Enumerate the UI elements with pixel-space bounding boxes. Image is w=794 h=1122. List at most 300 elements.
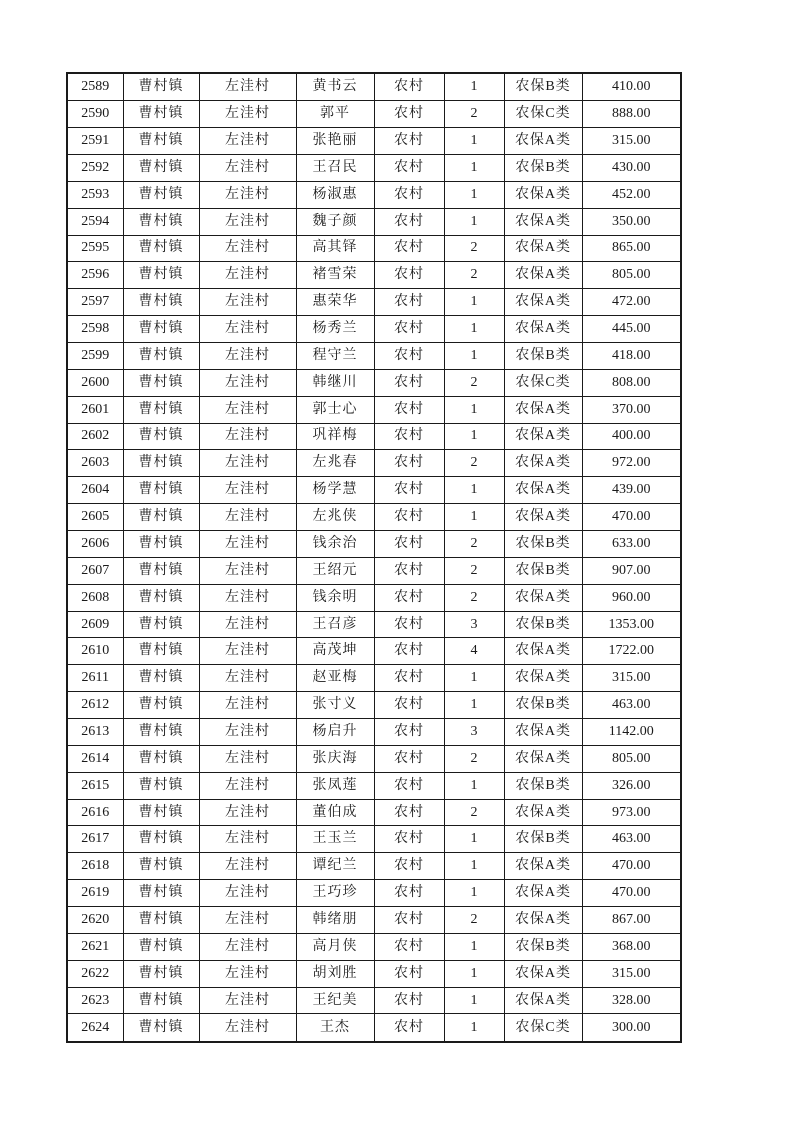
- cell-village: 左洼村: [199, 342, 296, 369]
- cell-amount: 463.00: [582, 826, 681, 853]
- cell-village: 左洼村: [199, 853, 296, 880]
- cell-name: 王纪美: [296, 987, 374, 1014]
- cell-town: 曹村镇: [123, 987, 199, 1014]
- table-row: [67, 772, 681, 799]
- cell-town: 曹村镇: [123, 128, 199, 155]
- cell-village: 左洼村: [199, 584, 296, 611]
- cell-seq: 2594: [67, 208, 123, 235]
- cell-village: 左洼村: [199, 692, 296, 719]
- table-row: [67, 638, 681, 665]
- cell-amount: 326.00: [582, 772, 681, 799]
- cell-seq: 2610: [67, 638, 123, 665]
- cell-village: 左洼村: [199, 73, 296, 101]
- cell-town: 曹村镇: [123, 853, 199, 880]
- table-row: [67, 557, 681, 584]
- cell-amount: 430.00: [582, 154, 681, 181]
- table-row: [67, 154, 681, 181]
- cell-name: 郭平: [296, 101, 374, 128]
- cell-seq: 2595: [67, 235, 123, 262]
- cell-town: 曹村镇: [123, 907, 199, 934]
- cell-type: 农村: [374, 665, 444, 692]
- cell-town: 曹村镇: [123, 880, 199, 907]
- cell-count: 1: [444, 73, 504, 101]
- table-row: [67, 907, 681, 934]
- cell-town: 曹村镇: [123, 181, 199, 208]
- cell-amount: 410.00: [582, 73, 681, 101]
- cell-town: 曹村镇: [123, 745, 199, 772]
- cell-town: 曹村镇: [123, 396, 199, 423]
- cell-village: 左洼村: [199, 154, 296, 181]
- cell-count: 2: [444, 450, 504, 477]
- cell-village: 左洼村: [199, 665, 296, 692]
- cell-name: 杨启升: [296, 719, 374, 746]
- cell-count: 1: [444, 1014, 504, 1042]
- cell-village: 左洼村: [199, 907, 296, 934]
- cell-village: 左洼村: [199, 799, 296, 826]
- cell-amount: 1142.00: [582, 719, 681, 746]
- cell-count: 1: [444, 128, 504, 155]
- cell-count: 2: [444, 101, 504, 128]
- cell-seq: 2623: [67, 987, 123, 1014]
- cell-amount: 808.00: [582, 369, 681, 396]
- cell-town: 曹村镇: [123, 101, 199, 128]
- cell-amount: 633.00: [582, 531, 681, 558]
- cell-category: 农保A类: [504, 665, 582, 692]
- cell-category: 农保A类: [504, 423, 582, 450]
- cell-category: 农保A类: [504, 638, 582, 665]
- cell-count: 1: [444, 665, 504, 692]
- table-row: [67, 181, 681, 208]
- cell-count: 1: [444, 826, 504, 853]
- cell-amount: 888.00: [582, 101, 681, 128]
- cell-type: 农村: [374, 154, 444, 181]
- cell-town: 曹村镇: [123, 423, 199, 450]
- cell-seq: 2615: [67, 772, 123, 799]
- cell-category: 农保A类: [504, 960, 582, 987]
- cell-amount: 315.00: [582, 128, 681, 155]
- cell-type: 农村: [374, 772, 444, 799]
- cell-town: 曹村镇: [123, 262, 199, 289]
- cell-category: 农保B类: [504, 826, 582, 853]
- cell-category: 农保A类: [504, 289, 582, 316]
- cell-type: 农村: [374, 369, 444, 396]
- table-row: [67, 73, 681, 101]
- cell-type: 农村: [374, 719, 444, 746]
- cell-seq: 2591: [67, 128, 123, 155]
- cell-count: 1: [444, 960, 504, 987]
- cell-category: 农保A类: [504, 235, 582, 262]
- cell-amount: 452.00: [582, 181, 681, 208]
- cell-amount: 1722.00: [582, 638, 681, 665]
- cell-count: 2: [444, 584, 504, 611]
- cell-category: 农保B类: [504, 531, 582, 558]
- cell-count: 3: [444, 611, 504, 638]
- cell-type: 农村: [374, 987, 444, 1014]
- cell-amount: 867.00: [582, 907, 681, 934]
- cell-name: 郭士心: [296, 396, 374, 423]
- cell-name: 张凤莲: [296, 772, 374, 799]
- cell-type: 农村: [374, 262, 444, 289]
- cell-name: 程守兰: [296, 342, 374, 369]
- cell-seq: 2613: [67, 719, 123, 746]
- cell-amount: 328.00: [582, 987, 681, 1014]
- cell-type: 农村: [374, 477, 444, 504]
- cell-name: 张艳丽: [296, 128, 374, 155]
- cell-seq: 2601: [67, 396, 123, 423]
- table-row: [67, 960, 681, 987]
- cell-village: 左洼村: [199, 987, 296, 1014]
- cell-seq: 2599: [67, 342, 123, 369]
- cell-type: 农村: [374, 289, 444, 316]
- cell-village: 左洼村: [199, 369, 296, 396]
- cell-town: 曹村镇: [123, 611, 199, 638]
- cell-town: 曹村镇: [123, 369, 199, 396]
- cell-name: 巩祥梅: [296, 423, 374, 450]
- cell-amount: 470.00: [582, 880, 681, 907]
- cell-town: 曹村镇: [123, 826, 199, 853]
- cell-name: 张寸义: [296, 692, 374, 719]
- cell-count: 2: [444, 745, 504, 772]
- cell-category: 农保A类: [504, 880, 582, 907]
- cell-village: 左洼村: [199, 208, 296, 235]
- cell-seq: 2611: [67, 665, 123, 692]
- table-row: [67, 504, 681, 531]
- cell-amount: 805.00: [582, 745, 681, 772]
- cell-seq: 2603: [67, 450, 123, 477]
- cell-amount: 439.00: [582, 477, 681, 504]
- cell-name: 王召彦: [296, 611, 374, 638]
- cell-village: 左洼村: [199, 880, 296, 907]
- table-row: [67, 396, 681, 423]
- cell-village: 左洼村: [199, 531, 296, 558]
- cell-category: 农保B类: [504, 342, 582, 369]
- cell-name: 胡刘胜: [296, 960, 374, 987]
- cell-town: 曹村镇: [123, 208, 199, 235]
- cell-name: 左兆侠: [296, 504, 374, 531]
- cell-seq: 2614: [67, 745, 123, 772]
- cell-name: 杨秀兰: [296, 316, 374, 343]
- cell-count: 1: [444, 316, 504, 343]
- cell-amount: 315.00: [582, 665, 681, 692]
- cell-count: 1: [444, 289, 504, 316]
- cell-type: 农村: [374, 396, 444, 423]
- table-row: [67, 880, 681, 907]
- cell-name: 高其铎: [296, 235, 374, 262]
- table-row: [67, 101, 681, 128]
- cell-category: 农保A类: [504, 719, 582, 746]
- cell-village: 左洼村: [199, 826, 296, 853]
- cell-amount: 972.00: [582, 450, 681, 477]
- cell-type: 农村: [374, 692, 444, 719]
- cell-category: 农保A类: [504, 181, 582, 208]
- cell-village: 左洼村: [199, 128, 296, 155]
- cell-category: 农保A类: [504, 584, 582, 611]
- cell-seq: 2608: [67, 584, 123, 611]
- table-row: [67, 584, 681, 611]
- cell-amount: 463.00: [582, 692, 681, 719]
- cell-village: 左洼村: [199, 101, 296, 128]
- cell-amount: 960.00: [582, 584, 681, 611]
- cell-seq: 2619: [67, 880, 123, 907]
- cell-category: 农保B类: [504, 557, 582, 584]
- cell-name: 杨淑惠: [296, 181, 374, 208]
- cell-seq: 2592: [67, 154, 123, 181]
- cell-type: 农村: [374, 638, 444, 665]
- cell-count: 4: [444, 638, 504, 665]
- cell-name: 赵亚梅: [296, 665, 374, 692]
- cell-count: 2: [444, 907, 504, 934]
- cell-town: 曹村镇: [123, 692, 199, 719]
- cell-village: 左洼村: [199, 745, 296, 772]
- cell-name: 谭纪兰: [296, 853, 374, 880]
- table-row: [67, 531, 681, 558]
- cell-seq: 2624: [67, 1014, 123, 1042]
- cell-type: 农村: [374, 960, 444, 987]
- cell-category: 农保A类: [504, 262, 582, 289]
- cell-village: 左洼村: [199, 1014, 296, 1042]
- cell-town: 曹村镇: [123, 638, 199, 665]
- cell-seq: 2600: [67, 369, 123, 396]
- cell-count: 1: [444, 692, 504, 719]
- table-row: [67, 128, 681, 155]
- table-row: [67, 933, 681, 960]
- cell-type: 农村: [374, 611, 444, 638]
- cell-type: 农村: [374, 504, 444, 531]
- cell-amount: 418.00: [582, 342, 681, 369]
- cell-type: 农村: [374, 907, 444, 934]
- table-row: [67, 423, 681, 450]
- cell-type: 农村: [374, 235, 444, 262]
- cell-town: 曹村镇: [123, 584, 199, 611]
- cell-type: 农村: [374, 1014, 444, 1042]
- cell-seq: 2589: [67, 73, 123, 101]
- cell-town: 曹村镇: [123, 719, 199, 746]
- cell-village: 左洼村: [199, 316, 296, 343]
- cell-amount: 445.00: [582, 316, 681, 343]
- cell-seq: 2617: [67, 826, 123, 853]
- cell-town: 曹村镇: [123, 933, 199, 960]
- cell-type: 农村: [374, 316, 444, 343]
- cell-seq: 2596: [67, 262, 123, 289]
- cell-village: 左洼村: [199, 638, 296, 665]
- cell-name: 惠荣华: [296, 289, 374, 316]
- cell-town: 曹村镇: [123, 477, 199, 504]
- cell-village: 左洼村: [199, 423, 296, 450]
- cell-type: 农村: [374, 101, 444, 128]
- cell-name: 高茂坤: [296, 638, 374, 665]
- cell-town: 曹村镇: [123, 289, 199, 316]
- cell-type: 农村: [374, 745, 444, 772]
- cell-count: 1: [444, 504, 504, 531]
- cell-village: 左洼村: [199, 557, 296, 584]
- cell-count: 1: [444, 853, 504, 880]
- cell-type: 农村: [374, 799, 444, 826]
- table-row: [67, 450, 681, 477]
- cell-town: 曹村镇: [123, 960, 199, 987]
- cell-name: 黄书云: [296, 73, 374, 101]
- table-row: [67, 745, 681, 772]
- cell-name: 董伯成: [296, 799, 374, 826]
- table-row: [67, 316, 681, 343]
- cell-seq: 2607: [67, 557, 123, 584]
- cell-category: 农保A类: [504, 477, 582, 504]
- cell-count: 2: [444, 531, 504, 558]
- table-row: [67, 692, 681, 719]
- table-row: [67, 208, 681, 235]
- cell-category: 农保A类: [504, 504, 582, 531]
- cell-name: 韩绪朋: [296, 907, 374, 934]
- cell-village: 左洼村: [199, 772, 296, 799]
- cell-name: 钱余治: [296, 531, 374, 558]
- cell-category: 农保A类: [504, 987, 582, 1014]
- cell-seq: 2609: [67, 611, 123, 638]
- cell-category: 农保A类: [504, 208, 582, 235]
- table-row: [67, 262, 681, 289]
- table-row: [67, 1014, 681, 1042]
- cell-name: 褚雪荣: [296, 262, 374, 289]
- cell-town: 曹村镇: [123, 772, 199, 799]
- cell-count: 1: [444, 423, 504, 450]
- cell-village: 左洼村: [199, 504, 296, 531]
- cell-count: 1: [444, 154, 504, 181]
- cell-name: 左兆春: [296, 450, 374, 477]
- cell-village: 左洼村: [199, 181, 296, 208]
- cell-category: 农保A类: [504, 853, 582, 880]
- cell-amount: 315.00: [582, 960, 681, 987]
- cell-category: 农保B类: [504, 933, 582, 960]
- cell-type: 农村: [374, 423, 444, 450]
- cell-category: 农保A类: [504, 316, 582, 343]
- cell-category: 农保B类: [504, 73, 582, 101]
- cell-name: 王绍元: [296, 557, 374, 584]
- table-row: [67, 665, 681, 692]
- cell-count: 3: [444, 719, 504, 746]
- cell-type: 农村: [374, 128, 444, 155]
- table-row: [67, 369, 681, 396]
- cell-village: 左洼村: [199, 611, 296, 638]
- cell-count: 1: [444, 208, 504, 235]
- cell-village: 左洼村: [199, 235, 296, 262]
- cell-seq: 2593: [67, 181, 123, 208]
- table-row: [67, 987, 681, 1014]
- table-body: [67, 73, 681, 1042]
- cell-village: 左洼村: [199, 719, 296, 746]
- table-row: [67, 235, 681, 262]
- table-row: [67, 342, 681, 369]
- cell-seq: 2604: [67, 477, 123, 504]
- table-row: [67, 611, 681, 638]
- cell-amount: 907.00: [582, 557, 681, 584]
- cell-count: 2: [444, 262, 504, 289]
- cell-seq: 2605: [67, 504, 123, 531]
- cell-name: 杨学慧: [296, 477, 374, 504]
- cell-category: 农保C类: [504, 369, 582, 396]
- table-row: [67, 799, 681, 826]
- cell-seq: 2620: [67, 907, 123, 934]
- cell-category: 农保A类: [504, 745, 582, 772]
- cell-seq: 2597: [67, 289, 123, 316]
- cell-count: 2: [444, 235, 504, 262]
- cell-town: 曹村镇: [123, 799, 199, 826]
- cell-village: 左洼村: [199, 289, 296, 316]
- cell-category: 农保A类: [504, 450, 582, 477]
- cell-category: 农保C类: [504, 101, 582, 128]
- cell-category: 农保B类: [504, 611, 582, 638]
- cell-amount: 470.00: [582, 853, 681, 880]
- cell-category: 农保A类: [504, 128, 582, 155]
- cell-count: 1: [444, 987, 504, 1014]
- cell-town: 曹村镇: [123, 557, 199, 584]
- cell-seq: 2618: [67, 853, 123, 880]
- cell-name: 魏子颜: [296, 208, 374, 235]
- cell-count: 1: [444, 880, 504, 907]
- cell-amount: 470.00: [582, 504, 681, 531]
- cell-name: 钱余明: [296, 584, 374, 611]
- cell-name: 王巧珍: [296, 880, 374, 907]
- cell-town: 曹村镇: [123, 450, 199, 477]
- cell-name: 王杰: [296, 1014, 374, 1042]
- cell-category: 农保C类: [504, 1014, 582, 1042]
- cell-amount: 472.00: [582, 289, 681, 316]
- cell-town: 曹村镇: [123, 316, 199, 343]
- cell-category: 农保A类: [504, 907, 582, 934]
- cell-count: 1: [444, 342, 504, 369]
- cell-name: 高月侠: [296, 933, 374, 960]
- cell-town: 曹村镇: [123, 235, 199, 262]
- cell-amount: 350.00: [582, 208, 681, 235]
- cell-count: 1: [444, 772, 504, 799]
- cell-category: 农保B类: [504, 154, 582, 181]
- cell-village: 左洼村: [199, 933, 296, 960]
- cell-category: 农保A类: [504, 799, 582, 826]
- cell-village: 左洼村: [199, 477, 296, 504]
- table-row: [67, 826, 681, 853]
- cell-village: 左洼村: [199, 450, 296, 477]
- cell-type: 农村: [374, 880, 444, 907]
- cell-name: 韩继川: [296, 369, 374, 396]
- cell-town: 曹村镇: [123, 665, 199, 692]
- cell-type: 农村: [374, 826, 444, 853]
- cell-category: 农保B类: [504, 692, 582, 719]
- cell-town: 曹村镇: [123, 154, 199, 181]
- cell-village: 左洼村: [199, 960, 296, 987]
- table-row: [67, 289, 681, 316]
- cell-town: 曹村镇: [123, 1014, 199, 1042]
- cell-amount: 368.00: [582, 933, 681, 960]
- cell-count: 2: [444, 557, 504, 584]
- cell-village: 左洼村: [199, 262, 296, 289]
- cell-seq: 2622: [67, 960, 123, 987]
- table-row: [67, 477, 681, 504]
- cell-amount: 370.00: [582, 396, 681, 423]
- cell-amount: 1353.00: [582, 611, 681, 638]
- cell-type: 农村: [374, 853, 444, 880]
- cell-seq: 2616: [67, 799, 123, 826]
- cell-seq: 2621: [67, 933, 123, 960]
- cell-village: 左洼村: [199, 396, 296, 423]
- cell-type: 农村: [374, 342, 444, 369]
- cell-type: 农村: [374, 584, 444, 611]
- cell-amount: 400.00: [582, 423, 681, 450]
- cell-type: 农村: [374, 933, 444, 960]
- cell-type: 农村: [374, 181, 444, 208]
- cell-amount: 300.00: [582, 1014, 681, 1042]
- cell-type: 农村: [374, 531, 444, 558]
- cell-count: 1: [444, 933, 504, 960]
- cell-amount: 973.00: [582, 799, 681, 826]
- cell-seq: 2606: [67, 531, 123, 558]
- cell-type: 农村: [374, 450, 444, 477]
